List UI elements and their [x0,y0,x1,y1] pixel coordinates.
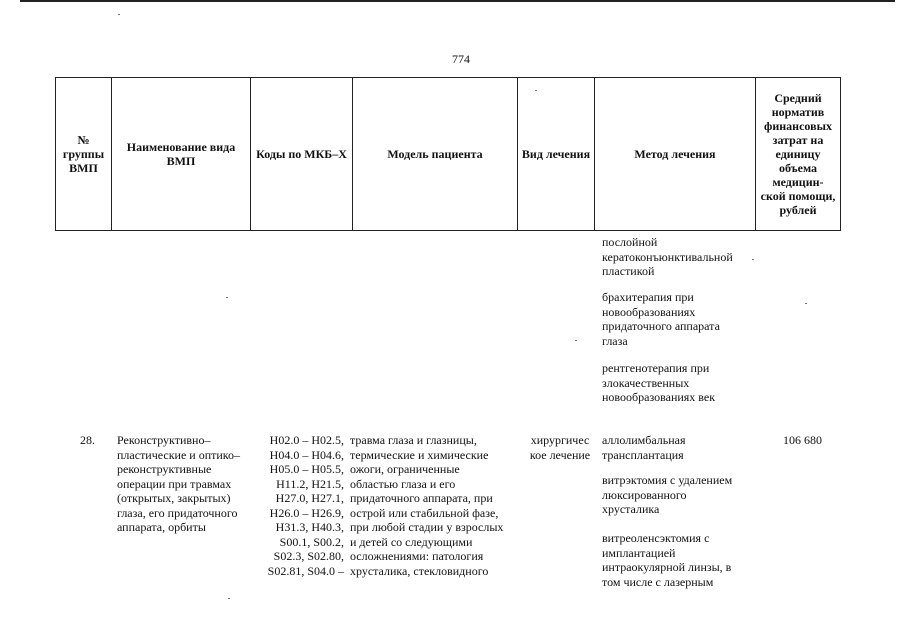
scan-speck [226,297,228,298]
scan-speck [575,340,577,341]
scan-speck [535,90,537,91]
scan-speck [752,259,754,260]
row-treatment-type: хирургичес кое лечение [529,433,591,462]
page-number: 774 [452,52,470,66]
row-patient-model: травма глаза и глазницы, термические и химические ожоги, ограниченные областью глаза и его придаточного аппарата, при острой или стабильной фазе, при любой стадии у взрослых и детей со следующими осложнениями: патология хрусталика, стекловидного [350,433,504,578]
header-group-no: № группы ВМП [55,77,112,231]
table-header [55,77,841,231]
scan-speck [118,14,120,15]
header-patient-model: Модель пациента [352,77,518,231]
scan-speck [228,598,230,599]
row-method: аллолимбальная трансплантация [602,433,686,462]
continuation-method: послойной кератоконъюнктивальной пластикой [602,235,733,278]
scan-speck [805,303,807,304]
continuation-method: брахитерапия при новообразованиях придаточного аппарата глаза [602,290,720,348]
row-method: витреоленсэктомия с имплантацией интраокулярной линзы, в том числе с лазерным [602,531,732,589]
row-group-no: 28. [80,433,95,447]
header-avg-cost: Средний норматив финансовых затрат на единицу объема медицин- ской помощи, рублей [755,77,841,231]
top-border-line [20,0,895,2]
header-vmp-type: Наименование вида ВМП [111,77,251,231]
row-icd-codes: H02.0 – H02.5, H04.0 – H04.6, H05.0 – H05.5, H11.2, H21.5, H27.0, H27.1, H26.0 – H26.9, H31.3, H40.3, S00.1, S00.2, S02.3, S02.80, S02.81, S04.0 – [267,433,344,578]
header-icd-codes: Коды по МКБ–Х [250,77,353,231]
continuation-method: рентгенотерапия при злокачественных новообразованиях век [602,361,716,404]
row-method: витрэктомия с удалением люксированного хрусталика [602,473,733,516]
row-avg-cost: 106 680 [783,433,822,447]
header-treatment-method: Метод лечения [594,77,756,231]
header-treatment-type: Вид лечения [517,77,595,231]
row-vmp-type: Реконструктивно– пластические и оптико– реконструктивные операции при травмах (открытых, закрытых) глаза, его придаточного аппарата, орбиты [117,433,241,534]
